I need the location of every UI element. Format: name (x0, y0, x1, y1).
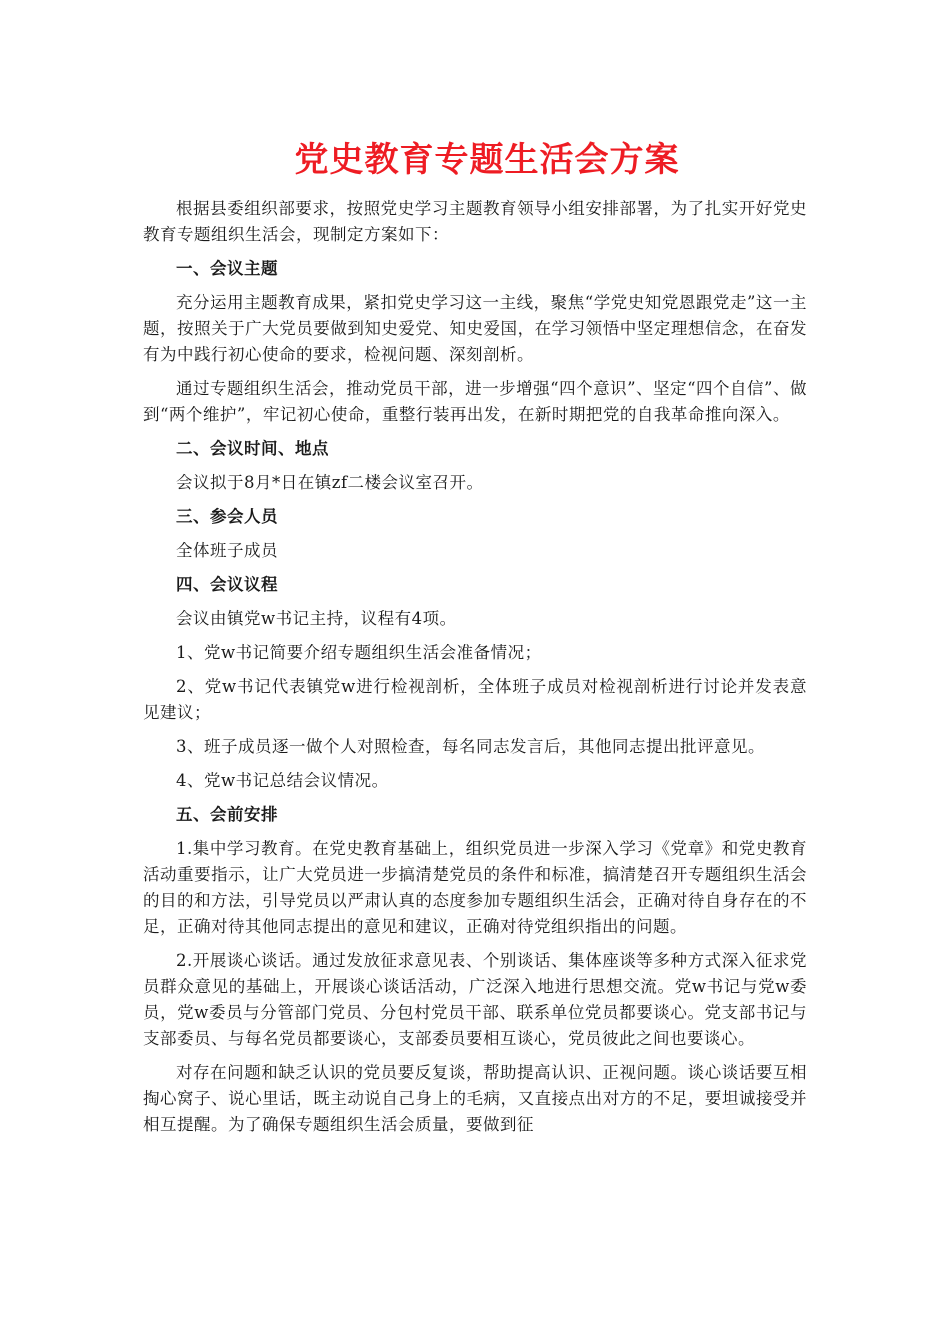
document-title: 党史教育专题生活会方案 (294, 140, 680, 180)
agenda-item: 3、班子成员逐一做个人对照检查，每名同志发言后，其他同志提出批评意见。 (176, 737, 765, 756)
agenda-item: 4、党w书记总结会议情况。 (176, 771, 389, 790)
section-heading-time-place: 二、会议时间、地点 (176, 439, 329, 458)
intro-paragraph: 根据县委组织部要求，按照党史学习主题教育领导小组安排部署，为了扎实开好党史教育专题组织生活会，现制定方案如下： (143, 199, 807, 244)
body-paragraph: 对存在问题和缺乏认识的党员要反复谈，帮助提高认识、正视问题。谈心谈话要互相掏心窝子、说心里话，既主动说自己身上的毛病，又直接点出对方的不足，要坦诚接受并相互提醒。为了确保专题组织生活会质量，要做到征 (143, 1063, 807, 1134)
body-paragraph: 2.开展谈心谈话。通过发放征求意见表、个别谈话、集体座谈等多种方式深入征求党员群众意见的基础上，开展谈心谈话活动，广泛深入地进行思想交流。党w书记与党w委员，党w委员与分管部门党员、分包村党员干部、联系单位党员都要谈心。党支部书记与支部委员、与每名党员都要谈心，支部委员要相互谈心，党员彼此之间也要谈心。 (143, 951, 807, 1048)
document-body (143, 136, 807, 1146)
section-heading-topic: 一、会议主题 (176, 259, 278, 278)
section-heading-preparation: 五、会前安排 (176, 805, 278, 824)
body-paragraph: 充分运用主题教育成果，紧扣党史学习这一主线，聚焦“学党史知党恩跟党走”这一主题，按照关于广大党员要做到知史爱党、知史爱国，在学习领悟中坚定理想信念，在奋发有为中践行初心使命的要求，检视问题、深刻剖析。 (143, 293, 807, 364)
body-paragraph: 通过专题组织生活会，推动党员干部，进一步增强“四个意识”、坚定“四个自信”、做到“两个维护”，牢记初心使命，重整行装再出发，在新时期把党的自我革命推向深入。 (143, 379, 807, 424)
section-heading-attendees: 三、参会人员 (176, 507, 278, 526)
body-paragraph: 1.集中学习教育。在党史教育基础上，组织党员进一步深入学习《党章》和党史教育活动重要指示，让广大党员进一步搞清楚党员的条件和标准，搞清楚召开专题组织生活会的目的和方法，引导党员以严肃认真的态度参加专题组织生活会，正确对待自身存在的不足，正确对待其他同志提出的意见和建议，正确对待党组织指出的问题。 (143, 839, 807, 936)
section-heading-agenda: 四、会议议程 (176, 575, 278, 594)
agenda-item: 2、党w书记代表镇党w进行检视剖析，全体班子成员对检视剖析进行讨论并发表意见建议； (143, 677, 807, 722)
body-paragraph: 会议拟于8月*日在镇zf二楼会议室召开。 (176, 473, 484, 492)
agenda-item: 1、党w书记简要介绍专题组织生活会准备情况； (176, 643, 542, 662)
body-paragraph: 会议由镇党w书记主持，议程有4项。 (176, 609, 457, 628)
body-paragraph: 全体班子成员 (176, 541, 278, 560)
